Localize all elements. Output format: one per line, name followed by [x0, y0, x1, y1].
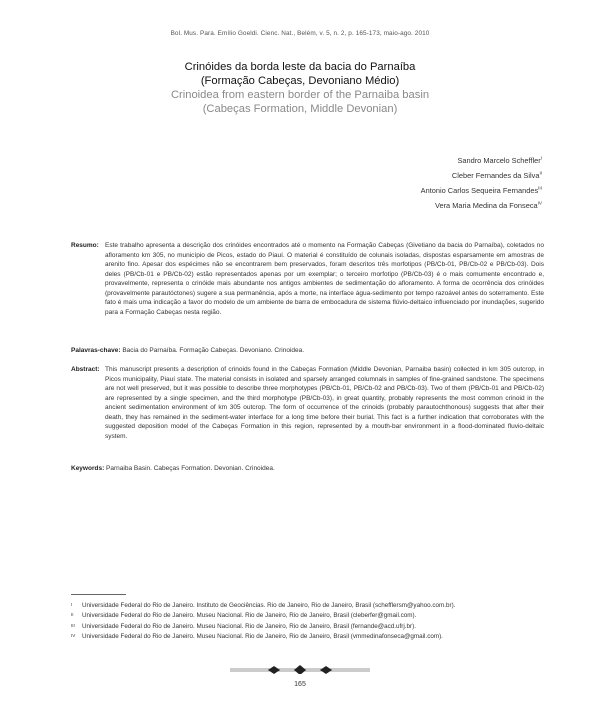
ornament-divider-icon [230, 664, 370, 674]
footnote-text: Universidade Federal do Rio de Janeiro. Museu Nacional. Rio de Janeiro, Rio de Janeiro, Brasil (vmmedinafonseca@gmail.com). [82, 632, 443, 640]
title-portuguese-line-2: (Formação Cabeças, Devoniano Médio) [200, 75, 400, 87]
author [421, 183, 542, 198]
palavras-chave-text: Bacia do Parnaíba. Formação Cabeças. Devoniano. Crinoidea. [120, 347, 305, 354]
author-name: Sandro Marcelo Scheffler [457, 156, 541, 165]
footnote-text: Universidade Federal do Rio de Janeiro. Museu Nacional. Rio de Janeiro, Rio de Janeiro, Brasil (fernande@acd.ufrj.br). [82, 622, 416, 630]
footnote-text: Universidade Federal do Rio de Janeiro. Museu Nacional. Rio de Janeiro, Rio de Janeiro, Brasil (cleberfer@gmail.com). [82, 612, 417, 620]
abstract-text: This manuscript presents a description of crinoids found in the Cabeças Formation (Middle Devonian, Parnaiba basin) collected in km 305 outcrop, in Picos municipality, Piauí state. The material consists in isolated and sparsely arranged columnals in samples of fine-grained sandstone. The specimens are not well preserved, but it was possible to describe three morphotypes (PB/Cb-01, PB/Cb-02 and PB/Cb-03). Two of them (PB/Cb-01 and PB/Cb-02) are represented by a single specimen, and the third morphotype (PB/Cb-03), in great quantity, probably represents the most common crinoid in the ancient sedimentation environment of km 305 outcrop. The form of occurrence of the crinoids (probably parautochthonous) suggests that after their death, they has remained in the sediment-water interface for a long time before their burial. This fact is a further indication that corroborates with the suggested deposition model of the Cabeças Formation in this region, represented by a mouth-bar environment in a flood-dominated fluvio-deltaic system. [105, 366, 544, 440]
page-number: 165 [294, 681, 306, 688]
title-english-line-1: Crinoidea from eastern border of the Parnaiba basin [170, 89, 430, 101]
keywords-text: Parnaiba Basin. Cabeças Formation. Devonian. Crinoidea. [104, 465, 275, 472]
footnote [71, 601, 544, 611]
title-portuguese-line-1: Crinóides da borda leste da bacia do Parnaíba [184, 61, 416, 73]
footnote [71, 611, 544, 621]
footnote-text: Universidade Federal do Rio de Janeiro. Instituto de Geociências. Rio de Janeiro, Rio de Janeiro, Brasil (schefflersm@yahoo.com.br). [82, 602, 456, 609]
author-affiliation-mark: III [538, 185, 542, 191]
author-affiliation-mark: IV [537, 200, 542, 206]
author-affiliation-mark: I [540, 155, 542, 161]
footnote-mark: I [71, 602, 73, 607]
palavras-chave-label: Palavras-chave: [71, 347, 121, 354]
resumo-text: Este trabalho apresenta a descrição dos crinóides encontrados até o momento na Formação Cabeças (Givetiano da bacia do Parnaíba), coletados no afloramento km 305, no município de Picos, estado do Piauí. O material é constituído de colunais isoladas, dispostas esparsamente em amostras de arenito fino. Apesar dos espécimes não se encontrarem bem preservados, foram descritos três morfotipos (PB/Cb-01, PB/Cb-02 e PB/Cb-03). Dois deles (PB/Cb-01 e PB/Cb-02) estão representados apenas por um exemplar; o terceiro morfotipo (PB/Cb-03) é o mais comumente encontrado e, provavelmente, representa o crinóide mais abundante nos antigos ambientes de sedimentação do afloramento. A forma de ocorrência dos crinóides (provavelmente parautóctones) sugere a sua permanência, após a morte, na interface água-sedimento por tempo razoável antes do soterramento. Este fato é mais uma indicação a favor do modelo de um ambiente de barra de embocadura de sistema flúvio-deltaico influenciado por inundações, sugerido para a Formação Cabeças nesta região. [105, 242, 544, 316]
footnote [71, 632, 544, 642]
title-english-line-2: (Cabeças Formation, Middle Devonian) [202, 103, 398, 115]
author-name: Cleber Fernandes da Silva [451, 171, 540, 180]
keywords-label: Keywords: [71, 465, 105, 472]
footnote-mark: II [71, 612, 74, 618]
author-affiliation-mark: II [539, 170, 542, 176]
abstract-section [71, 365, 544, 441]
footnotes [71, 601, 544, 642]
footnote-mark: IV [71, 632, 76, 638]
author-list [421, 153, 542, 213]
footnote-mark: III [71, 622, 75, 628]
author-name: Antonio Carlos Sequeira Fernandes [420, 186, 539, 195]
abstract-label: Abstract: [71, 366, 100, 373]
article-title [0, 60, 600, 116]
resumo-section [71, 241, 544, 317]
author [421, 168, 542, 183]
running-head: Bol. Mus. Para. Emílio Goeldi. Cienc. Nat., Belém, v. 5, n. 2, p. 165-173, maio-ago. 2010 [170, 30, 430, 37]
author [421, 198, 542, 213]
author-name: Vera Maria Medina da Fonseca [434, 201, 538, 210]
footnote [71, 622, 544, 632]
author [421, 153, 542, 168]
footnote-divider [71, 594, 126, 595]
resumo-label: Resumo: [71, 242, 99, 249]
keywords [71, 464, 544, 474]
palavras-chave [71, 346, 544, 356]
